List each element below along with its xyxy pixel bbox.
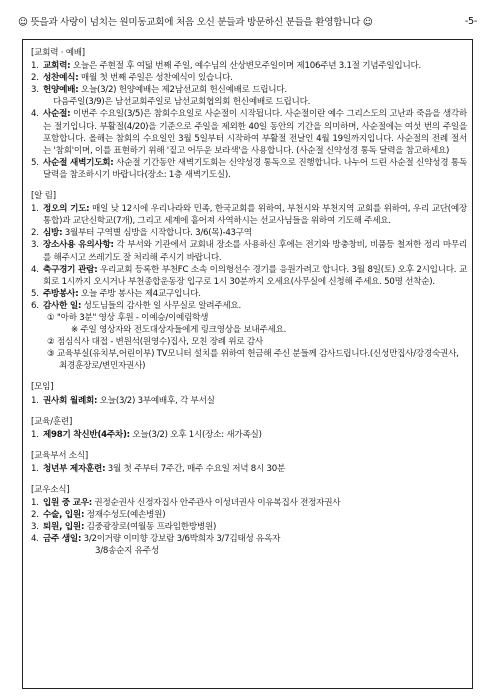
section-title-meeting: [모임] [31, 382, 54, 393]
list-item: 1. 정오의 기도: 매일 낮 12시에 우리나라와 민족, 한국교회를 위하여, 부천시와 부천지역 교회를 위하여, 우리 교단(예장통합)과 교단신학교(7개), 그리고 세계에 흩어져 사역하시는 선교사님들을 위하여 기도해 주세요. [31, 204, 468, 227]
section-title-worship: [교회력 · 예배] [31, 48, 85, 58]
list-item: 5. 사순절 새벽기도회: 사순절 기간동안 새벽기도회는 신약성경 통독으로 진행합니다. 나누어 드린 사순절 신약성경 통독 달력을 참조하시기 바랍니다(장소: 1층 새벽기도실). [31, 157, 467, 180]
bulletin-content [31, 47, 467, 558]
list-item: 1. 청년부 제자훈련: 3월 첫 주부터 7주간, 매주 수요일 저녁 8시 30분 [31, 463, 286, 474]
list-item: 2. 성찬예식: 매월 첫 번째 주일은 성찬예식이 있습니다. [31, 73, 233, 84]
list-item: 4. 금주 생일: 3/2이거량 이미향 강보람 3/6박희자 3/7김태성 유옥자 3/8송순지 유주성 [31, 534, 281, 557]
thanks-item: ② 점심식사 대접 - 변원석(원영수)집사, 모친 장례 위로 감사 [47, 337, 263, 348]
list-item: 1. 권사회 월례회: 오늘(3/2) 3부예배후, 각 부서실 [31, 395, 215, 406]
header-welcome-text: ☺ 뜻을과 사랑이 넘치는 원미동교회에 처음 오신 분들과 방문하신 분들을 환영합니다 ☺ [18, 17, 373, 28]
section-title-edu-dept: [교육부서 소식] [31, 450, 88, 461]
list-item: 2. 수술, 입원: 정재수성도(예손병원) [31, 510, 166, 521]
list-item: 4. 축구경기 관람: 우리교회 등록한 부천FC 소속 이의형선수 경기를 응원가려고 합니다. 3월 8일(토) 오후 2시입니다. 교회로 1시까지 오시거나 부천종합운동장 입구로 1시 30분까지 오세요(사무실에 신청해 주세요. 50명 선착순). [31, 264, 467, 287]
list-item: 3. 퇴원, 입원: 김중광장로(여월동 프라임한방병원) [31, 522, 217, 533]
list-item: 1. 제98기 착신반(4주차): 오늘(3/2) 오후 1시(장소: 새가족실) [31, 429, 262, 440]
section-title-education: [교육/훈련] [31, 416, 73, 427]
list-item: 2. 심방: 3월부터 구역별 심방을 시작합니다. 3/6(목)-43구역 [31, 228, 252, 239]
thanks-item: ③ 교육부실(유치부,어린이부) TV모니터 설치를 위하여 헌금해 주신 분들께 감사드립니다.(신성만집사/강경숙권사, 최경훈장로/변민자권사) [47, 349, 459, 372]
list-item: 6. 감사한 일: 성도님들의 감사한 일 사무실로 알려주세요. [31, 300, 241, 311]
section-title-notice: [알 림] [31, 191, 56, 202]
thanks-note: ※ 주일 영상자와 전도대상자들에게 링크영상을 보내주세요. [71, 325, 287, 336]
page-number: -5- [464, 15, 477, 27]
list-item: 4. 사순절: 이번주 수요일(3/5)은 참회수요일로 사순절이 시작됩니다. 사순절이란 예수 그리스도의 고난과 죽음을 생각하는 절기입니다. 부활절(4/20)을 기준으로 주일을 제외한 40일 동안의 기간을 의미하며, 사순절에는 여섯 번의 주일을 포함합니다. 올해는 참회의 수요일인 3월 5일부터 시작하여 부활절 전날인 4월 19일까지입니다. 사순절의 전례 절서는 '참회'이며, 이를 표현하기 위해 '짙고 어두운 보라색'을 사용합니다. (사순절 신약성경 통독 달력을 참고하세요) [31, 109, 467, 156]
thanks-item: ① "아하 3분" 영상 후원 - 이예승/이예림학생 [47, 312, 209, 323]
section-title-members: [교우소식] [31, 485, 70, 495]
list-item: 1. 교회력: 오늘은 주현절 후 여덟 번째 주일, 예수님의 산상변모주일이며 제106주년 3.1절 기념주일입니다. [31, 61, 422, 72]
list-item: 1. 입원 중 교우: 권정순권사 신정자집사 안주관사 이성녀권사 이유복집사 전정자권사 [31, 498, 341, 509]
list-item: 3. 장소사용 유의사항: 각 부서와 기관에서 교회내 장소를 사용하신 후에는 전기와 방충창비, 비품등 철저한 정리 마무리를 해주시고 쓰레기도 잘 처리해 주시기 바랍니다. [31, 240, 468, 263]
list-item: 3. 헌양예배: 오늘(3/2) 헌양예배는 제2남선교회 헌신예배로 드립니다. 다음주일(3/9)은 남선교회주일로 남선교회협의회 헌신예배로 드립니다. [31, 85, 311, 108]
list-item: 5. 주방봉사: 오늘 주방 봉사는 제4교구입니다. [31, 288, 201, 299]
page-header [18, 13, 483, 29]
